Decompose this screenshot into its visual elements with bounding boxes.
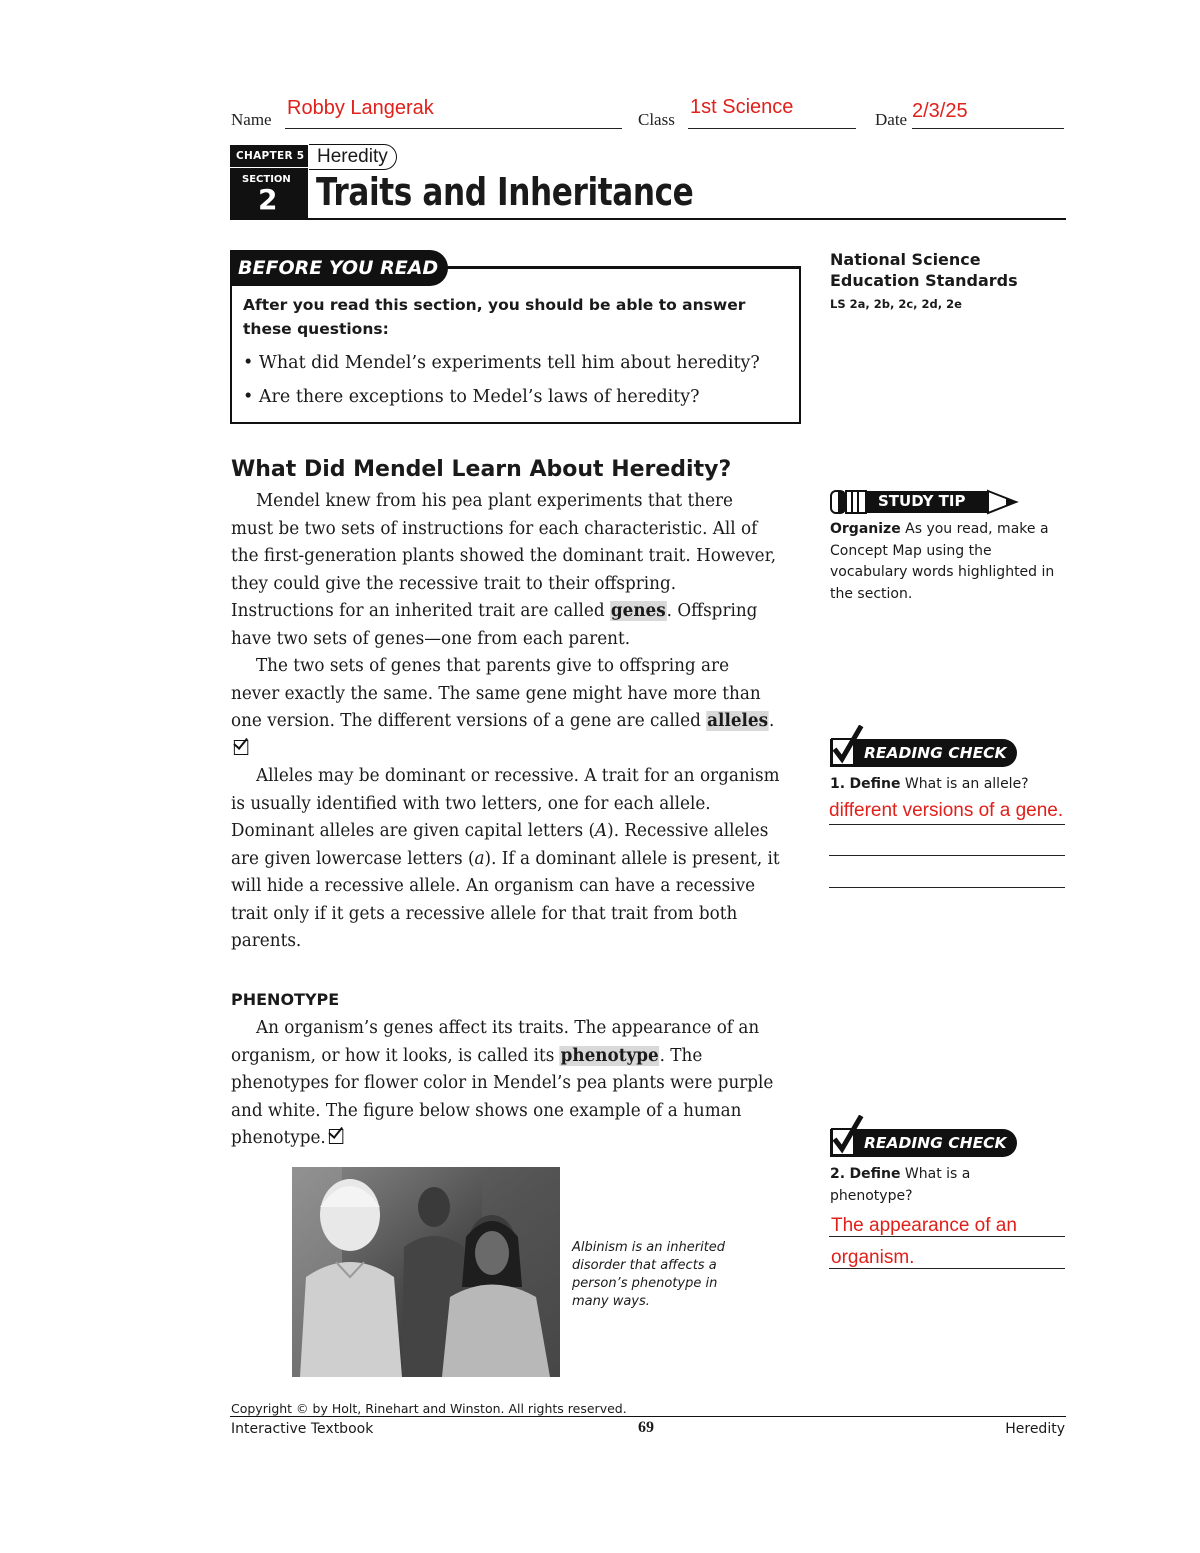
byr-top-rule xyxy=(440,266,799,269)
chapter-box xyxy=(230,145,308,220)
answer-line xyxy=(829,887,1065,888)
before-you-read-tab: BEFORE YOU READ xyxy=(230,250,448,286)
byr-question-1: • What did Mendel’s experiments tell him about heredity? xyxy=(243,353,760,373)
study-tip-badge xyxy=(830,488,1020,516)
answer-line xyxy=(829,1236,1065,1237)
byr-intro: After you read this section, you should be able to answer these questions: xyxy=(243,296,746,338)
reading-check-icon xyxy=(234,740,248,755)
reading-check-2-answer-line-2[interactable]: organism. xyxy=(831,1247,915,1268)
chapter-label: CHAPTER 5 xyxy=(236,150,305,162)
footer-rule xyxy=(230,1416,1066,1417)
figure-caption: Albinism is an inherited disorder that affects a person’s phenotype in many ways. xyxy=(572,1240,726,1309)
date-value[interactable]: 2/3/25 xyxy=(912,100,968,122)
section-rule xyxy=(230,218,1066,220)
class-value[interactable]: 1st Science xyxy=(690,96,794,118)
answer-line xyxy=(829,855,1065,856)
footer-left: Interactive Textbook xyxy=(231,1421,374,1437)
name-label: Name xyxy=(231,110,272,129)
chapter-divider xyxy=(230,167,308,168)
reading-check-1-label: READING CHECK xyxy=(830,739,1017,767)
section-title: Traits and Inheritance xyxy=(316,170,694,214)
reading-check-1-badge xyxy=(830,725,1020,767)
name-value[interactable]: Robby Langerak xyxy=(287,97,434,119)
answer-line xyxy=(829,824,1065,825)
photo-illustration xyxy=(292,1167,560,1377)
name-line xyxy=(285,128,622,129)
reading-check-2-label: READING CHECK xyxy=(830,1129,1017,1157)
reading-check-1-question: 1. Define What is an allele? xyxy=(830,776,1029,792)
phenotype-subheading: PHENOTYPE xyxy=(231,990,340,1009)
byr-question-2: • Are there exceptions to Medel’s laws of heredity? xyxy=(243,387,700,407)
reading-check-2-question: 2. Define What is a phenotype? xyxy=(830,1166,971,1204)
reading-check-1-answer[interactable]: different versions of a gene. xyxy=(829,800,1064,821)
term-genes: genes xyxy=(610,601,666,621)
study-tip-text: Organize As you read, make a Concept Map using the vocabulary words highlighted in the section. xyxy=(830,521,1055,602)
paragraph-1: Mendel knew from his pea plant experiments that there must be two sets of instructions for each characteristic. All of the first-generation plants showed the dominant trait. However, they could give the recessive trait to their offspring. Instructions for an inherited trait are called genes. Offspring have two sets of genes—one from each parent. xyxy=(231,491,777,649)
section-label: SECTION xyxy=(242,174,291,185)
phenotype-body xyxy=(231,1015,780,1153)
copyright: Copyright © by Holt, Rinehart and Winston. All rights reserved. xyxy=(231,1401,627,1416)
reading-check-icon xyxy=(329,1129,343,1144)
class-label: Class xyxy=(638,110,675,129)
section-number: 2 xyxy=(258,183,278,216)
date-label: Date xyxy=(875,110,908,129)
main-heading: What Did Mendel Learn About Heredity? xyxy=(231,457,732,482)
answer-line xyxy=(829,1268,1065,1269)
study-tip-label: STUDY TIP xyxy=(878,492,966,510)
albinism-photo xyxy=(292,1167,560,1377)
page-number: 69 xyxy=(638,1419,654,1436)
chapter-title: Heredity xyxy=(309,144,397,170)
date-line xyxy=(912,128,1064,129)
class-line xyxy=(688,128,856,129)
reading-check-2-badge xyxy=(830,1115,1020,1157)
term-phenotype: phenotype xyxy=(560,1045,659,1066)
paragraph-4: An organism’s genes affect its traits. The appearance of an organism, or how it looks, is called its phenotype. The phenotypes for flower color in Mendel’s pea plants were purple and white. The figure below shows one example of a human phenotype. xyxy=(231,1018,774,1148)
main-body xyxy=(231,488,780,956)
paragraph-2: The two sets of genes that parents give to offspring are never exactly the same. The same gene might have more than one version. The different versions of a gene are called alleles. xyxy=(231,653,780,763)
standards-codes: LS 2a, 2b, 2c, 2d, 2e xyxy=(830,297,962,311)
paragraph-3: Alleles may be dominant or recessive. A trait for an organism is usually identified with two letters, one for each allele. Dominant alleles are given capital letters (A). Recessive alleles are given lowercase letters (a). If a dominant allele is present, it will hide a recessive allele. An organism can have a recessive trait only if it gets a recessive allele for that trait from both parents. xyxy=(231,766,780,951)
checkmark-icon xyxy=(830,725,864,767)
footer-right: Heredity xyxy=(1005,1421,1065,1437)
standards-title: National Science Education Standards xyxy=(830,250,1018,290)
term-alleles: alleles xyxy=(707,711,769,731)
reading-check-2-answer-line-1[interactable]: The appearance of an xyxy=(831,1215,1017,1236)
checkmark-icon xyxy=(830,1115,864,1157)
